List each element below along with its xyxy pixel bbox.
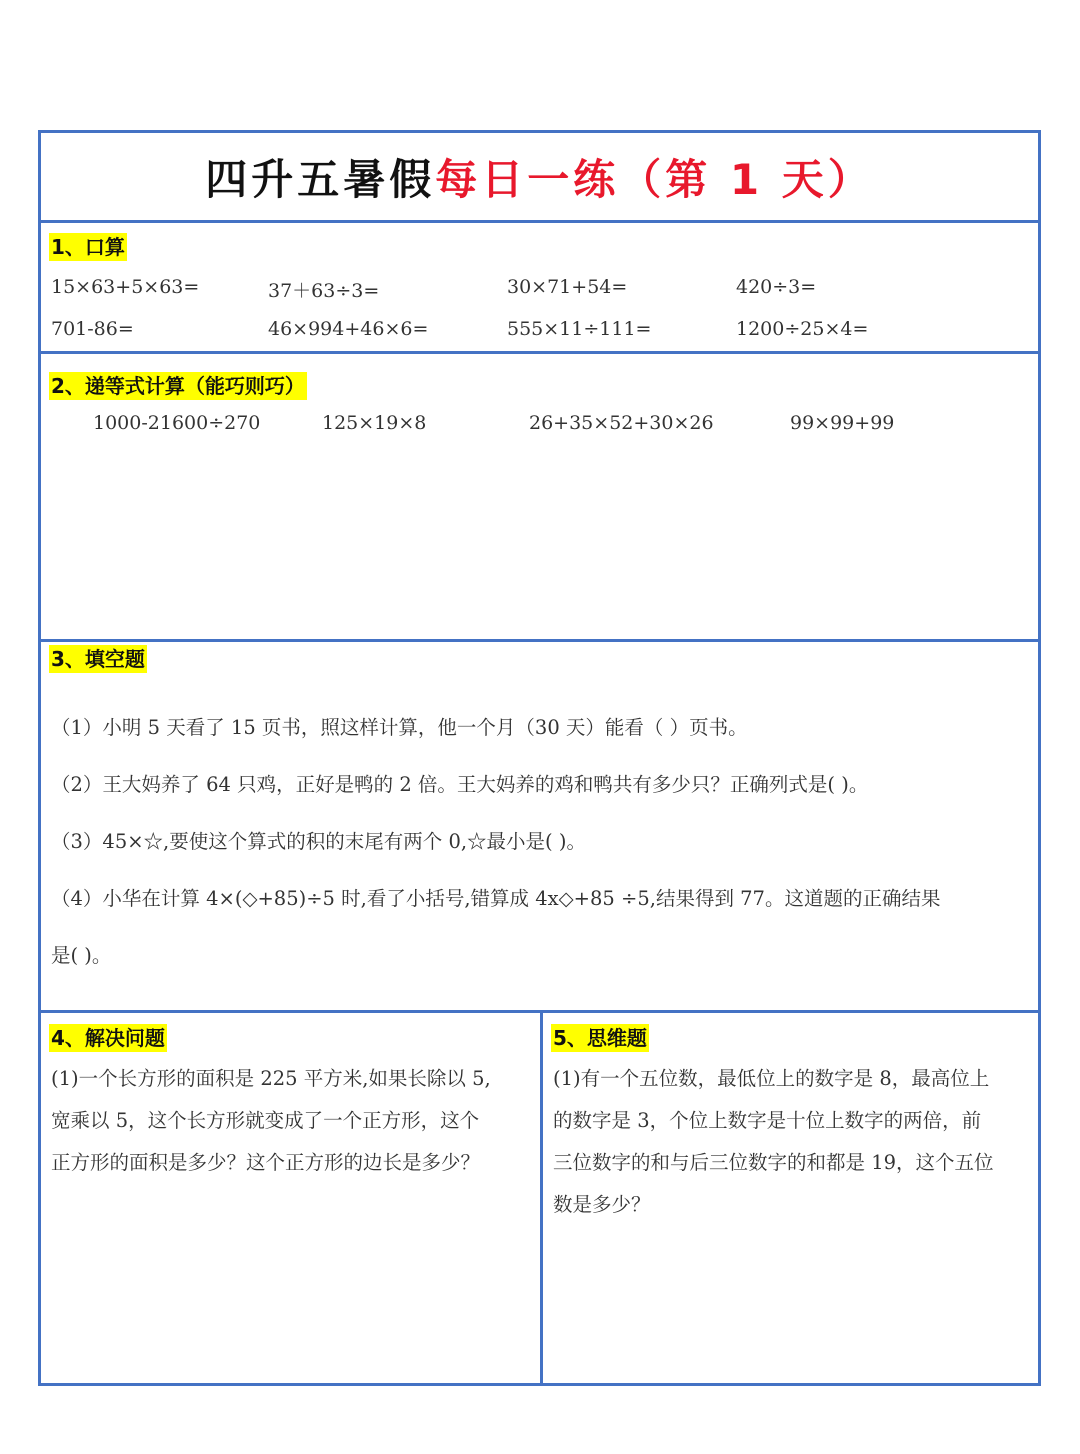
oral-item: 701-86= (51, 318, 134, 340)
section-3-heading: 3、填空题 (51, 647, 145, 671)
title-black: 四升五暑假 (205, 155, 436, 204)
title-red: 每日一练（第 1 天） (435, 155, 874, 204)
oral-item: 555×11÷111= (507, 318, 652, 340)
problem-line: 宽乘以 5，这个长方形就变成了一个正方形，这个 (51, 1109, 480, 1132)
divider-sec1 (41, 351, 1038, 354)
problem-line: 正方形的面积是多少？这个正方形的边长是多少？ (51, 1151, 481, 1174)
oral-item: 15×63+5×63= (51, 276, 200, 298)
oral-item: 46×994+46×6= (268, 318, 429, 340)
oral-item: 37＋63÷3= (268, 280, 380, 302)
divider-title (41, 220, 1038, 223)
fill-in-questions (51, 707, 940, 977)
oral-item: 30×71+54= (507, 276, 628, 298)
calc-item: 1000-21600÷270 (93, 412, 261, 434)
thinking-text (553, 1058, 994, 1226)
problem-line: (1)一个长方形的面积是 225 平方米,如果长除以 5, (51, 1067, 491, 1090)
question-4-line-1: （4）小华在计算 4×(◇+85)÷5 时,看了小括号,错算成 4x◇+85 ÷5,结果得到 77。这道题的正确结果 (51, 887, 941, 910)
thinking-line: 三位数字的和与后三位数字的和都是 19，这个五位 (553, 1151, 994, 1174)
question-1: （1）小明 5 天看了 15 页书，照这样计算，他一个月（30 天）能看（ ）页书。 (51, 716, 748, 739)
section-2-heading: 2、递等式计算（能巧则巧） (51, 374, 305, 398)
question-2: （2）王大妈养了 64 只鸡，正好是鸭的 2 倍。王大妈养的鸡和鸭共有多少只？正确列式是( )。 (51, 773, 869, 796)
thinking-line: 的数字是 3，个位上数字是十位上数字的两倍，前 (553, 1109, 982, 1132)
worksheet (38, 130, 1041, 1386)
section-5-heading: 5、思维题 (553, 1026, 647, 1050)
problem-text (51, 1058, 491, 1184)
divider-sec4-sec5 (540, 1010, 543, 1383)
thinking-line: 数是多少？ (553, 1193, 651, 1216)
oral-item: 420÷3= (736, 276, 817, 298)
question-3: （3）45×☆,要使这个算式的积的末尾有两个 0,☆最小是( )。 (51, 830, 586, 853)
section-1-heading: 1、口算 (51, 235, 125, 259)
question-4-line-2: 是( )。 (51, 944, 112, 967)
calc-item: 26+35×52+30×26 (529, 412, 714, 434)
oral-item: 1200÷25×4= (736, 318, 869, 340)
calc-item: 125×19×8 (322, 412, 427, 434)
page-title (41, 147, 1038, 207)
thinking-line: (1)有一个五位数，最低位上的数字是 8，最高位上 (553, 1067, 990, 1090)
divider-sec2 (41, 639, 1038, 642)
calc-item: 99×99+99 (790, 412, 895, 434)
section-4-heading: 4、解决问题 (51, 1026, 165, 1050)
